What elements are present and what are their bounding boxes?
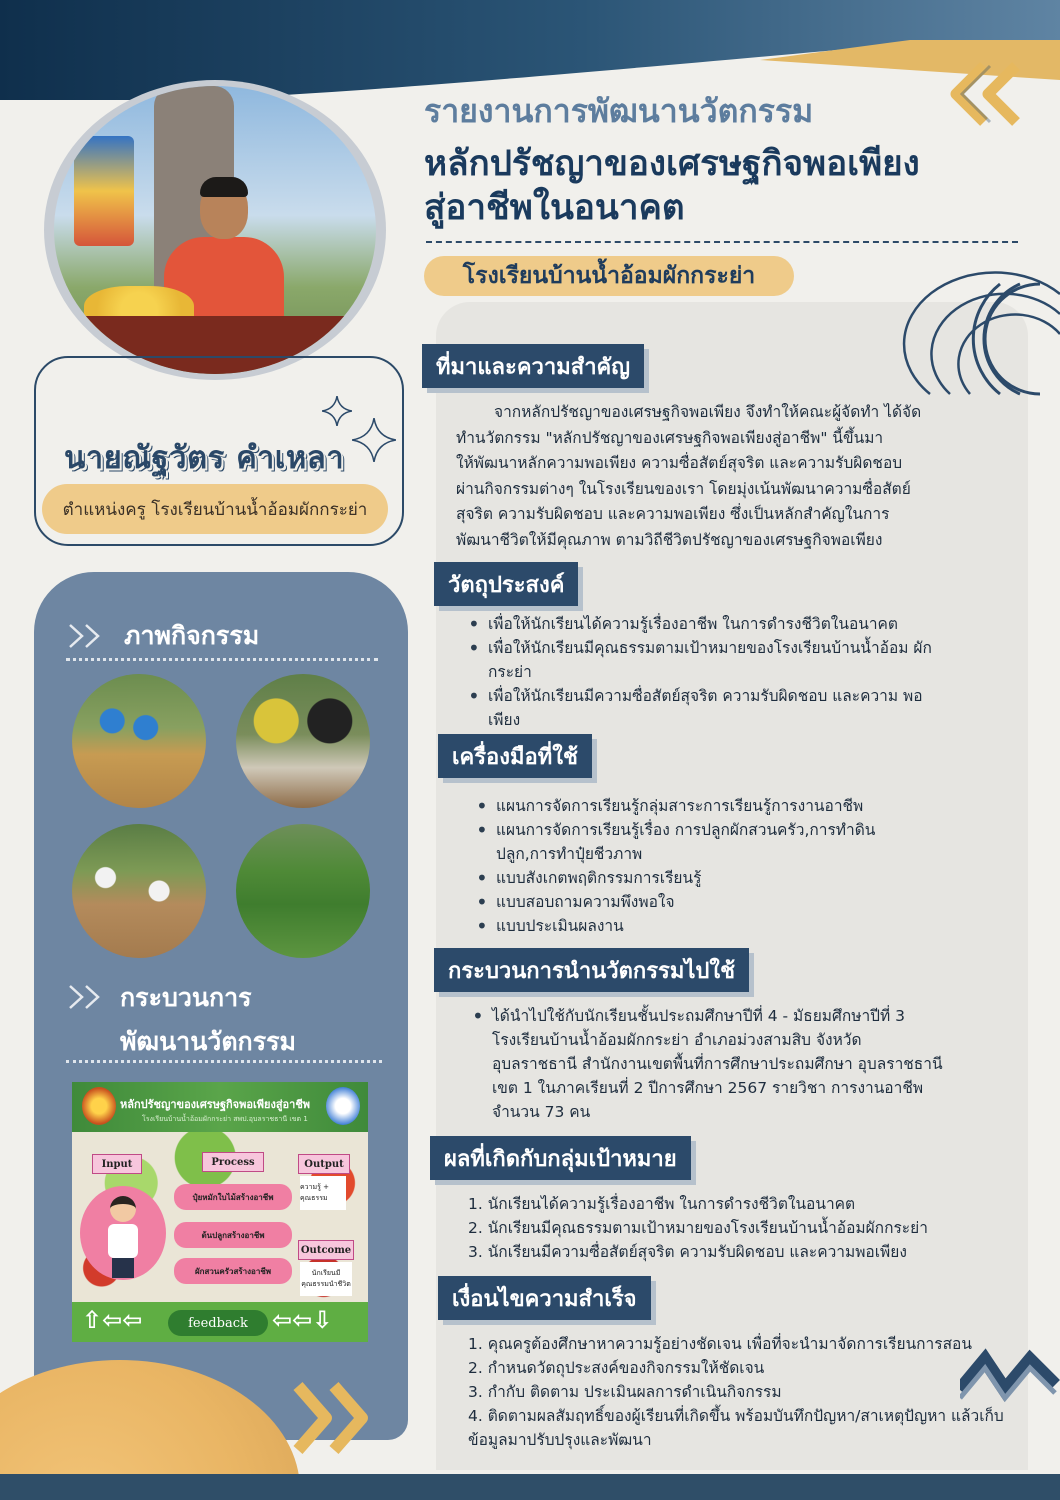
process-heading-line1: กระบวนการ: [120, 983, 252, 1012]
list-item: 2. กำหนดวัตถุประสงค์ของกิจกรรมให้ชัดเจน: [468, 1359, 765, 1377]
sparkle-small-icon: [322, 396, 352, 426]
section-header-results: ผลที่เกิดกับกลุ่มเป้าหมาย: [430, 1136, 691, 1180]
activity-photo-4: [236, 824, 370, 958]
arrow-up-icon: ⇧⇦⇦: [82, 1306, 143, 1334]
implementation-list: [470, 1004, 946, 1124]
list-item: • เพื่อให้นักเรียนมีความซื่อสัตย์สุจริต ความรับผิดชอบ และความ พอเพียง: [466, 684, 946, 732]
diagram-process-label: Process: [202, 1152, 264, 1172]
page-title-line3: สู่อาชีพในอนาคต: [424, 188, 685, 228]
section-header-implementation: กระบวนการนำนวัตกรรมไปใช้: [434, 948, 749, 992]
title-divider: [426, 241, 1018, 243]
background-line: ผ่านกิจกรรมต่างๆ ในโรงเรียนของเรา โดยมุ่งเน้นพัฒนาความซื่อสัตย์: [456, 479, 911, 498]
list-item: 3. กำกับ ติดตาม ประเมินผลการดำเนินกิจกรรม: [468, 1383, 782, 1401]
process-divider: [66, 1060, 382, 1063]
teacher-position: ตำแหน่งครู โรงเรียนบ้านน้ำอ้อมผักกระย่า: [42, 484, 388, 534]
diagram-subtitle: โรงเรียนบ้านน้ำอ้อมผักกระย่า สพป.อุบลราชธานี เขต 1: [142, 1115, 308, 1123]
chevron-right-icon: [290, 1378, 380, 1458]
list-item: • เพื่อให้นักเรียนได้ความรู้เรื่องอาชีพ ในการดำรงชีวิตในอนาคต: [466, 612, 946, 636]
page-title-line1: รายงานการพัฒนานวัตกรรม: [424, 92, 814, 130]
diagram-input-label: Input: [92, 1154, 142, 1174]
diagram-title: หลักปรัชญาของเศรษฐกิจพอเพียงสู่อาชีพ: [120, 1098, 311, 1111]
double-chevron-icon: [66, 982, 110, 1016]
activities-heading: ภาพกิจกรรม: [124, 621, 260, 650]
diagram-outcome-text: นักเรียนมีคุณธรรมนำชีวิต: [300, 1262, 352, 1296]
teacher-name: นายณัฐวัตร คำเหลา: [64, 440, 345, 476]
diagram-output-label: Output: [298, 1154, 350, 1174]
activities-header: [66, 616, 259, 656]
process-header: [66, 978, 296, 1062]
diagram-feedback-label: feedback: [168, 1310, 268, 1336]
diagram-process-item-3: ผักสวนครัวสร้างอาชีพ: [174, 1258, 292, 1284]
background-line: ทำนวัตกรรม "หลักปรัชญาของเศรษฐกิจพอเพียงสู่อาชีพ" นี้ขึ้นมา: [456, 428, 884, 447]
arrow-down-icon: ⇦⇦⇩: [272, 1306, 333, 1334]
background-line: ให้พัฒนาหลักความพอเพียง ความซื่อสัตย์สุจริต และความรับผิดชอบ: [456, 454, 903, 472]
list-item: • แผนการจัดการเรียนรู้เรื่อง การปลูกผักสวนครัว,การทำดิน ปลูก,การทำปุ๋ยชีวภาพ: [474, 818, 920, 866]
process-heading-line2: พัฒนานวัตกรรม: [120, 1027, 297, 1056]
list-item: • เพื่อให้นักเรียนมีคุณธรรมตามเป้าหมายของโรงเรียนบ้านน้ำอ้อม ผักกระย่า: [466, 636, 946, 684]
arc-decoration-icon: [900, 264, 1060, 404]
activity-photo-3: [72, 824, 206, 958]
section-header-background: ที่มาและความสำคัญ: [422, 344, 644, 388]
background-line: จากหลักปรัชญาของเศรษฐกิจพอเพียง จึงทำให้คณะผู้จัดทำ ได้จัด: [494, 403, 922, 421]
list-item: 4. ติดตามผลสัมฤทธิ์ของผู้เรียนที่เกิดขึ้น พร้อมบันทึกปัญหา/สาเหตุปัญหา แล้วเก็บข้อมูลมาปรับปรุงและพัฒนา: [468, 1407, 1004, 1449]
diagram-process-item-1: ปุ๋ยหมักใบไม้สร้างอาชีพ: [174, 1184, 292, 1210]
list-item: • ได้นำไปใช้กับนักเรียนชั้นประถมศึกษาปีที่ 4 - มัธยมศึกษาปีที่ 3 โรงเรียนบ้านน้ำอ้อมผักกระย่า อำเภอม่วงสามสิบ จังหวัด อุบลราชธานี สำนักงานเขตพื้นที่การศึกษาประถมศึกษา อุบลราชธานีเขต 1 ในภาคเรียนที่ 2 ปีการศึกษา 2567 รายวิชา การงานอาชีพ จำนวน 73 คน: [470, 1004, 946, 1124]
objectives-list: [466, 612, 946, 732]
list-item: 3. นักเรียนมีความซื่อสัตย์สุจริต ความรับผิดชอบ และความพอเพียง: [468, 1243, 907, 1261]
sparkle-large-icon: [352, 418, 396, 462]
background-paragraph: [456, 400, 996, 553]
agency-logo-icon: [326, 1087, 360, 1125]
innovation-diagram: [72, 1082, 368, 1342]
profile-photo: [54, 86, 376, 374]
section-header-success: เงื่อนไขความสำเร็จ: [438, 1276, 651, 1320]
double-chevron-icon: [66, 621, 110, 651]
section-header-tools: เครื่องมือที่ใช้: [438, 734, 592, 778]
school-badge: โรงเรียนบ้านน้ำอ้อมผักกระย่า: [424, 256, 794, 296]
diagram-output-text: ความรู้ + คุณธรรม: [300, 1176, 346, 1210]
diagram-teacher-circle: [80, 1186, 166, 1280]
section-header-objectives: วัตถุประสงค์: [434, 562, 578, 606]
list-item: 2. นักเรียนมีคุณธรรมตามเป้าหมายของโรงเรียนบ้านน้ำอ้อมผักกระย่า: [468, 1219, 928, 1237]
chevron-left-icon: [950, 60, 1030, 130]
bottom-band: [0, 1474, 1060, 1500]
tools-list: [474, 794, 920, 938]
list-item: 1. นักเรียนได้ความรู้เรื่องอาชีพ ในการดำรงชีวิตในอนาคต: [468, 1195, 856, 1213]
success-list: [468, 1332, 1016, 1452]
diagram-outcome-label: Outcome: [298, 1240, 354, 1260]
school-logo-icon: [82, 1087, 116, 1125]
background-line: พัฒนาชีวิตให้มีคุณภาพ ตามวิถีชีวิตปรัชญาของเศรษฐกิจพอเพียง: [456, 530, 883, 549]
activities-divider: [66, 658, 378, 661]
list-item: • แบบสังเกตพฤติกรรมการเรียนรู้: [474, 866, 920, 890]
activity-photo-1: [72, 674, 206, 808]
list-item: • แบบสอบถามความพึงพอใจ: [474, 890, 920, 914]
list-item: • แบบประเมินผลงาน: [474, 914, 920, 938]
page-title-line2: หลักปรัชญาของเศรษฐกิจพอเพียง: [424, 144, 920, 184]
list-item: 1. คุณครูต้องศึกษาหาความรู้อย่างชัดเจน เพื่อที่จะนำมาจัดการเรียนการสอน: [468, 1335, 972, 1353]
list-item: • แผนการจัดการเรียนรู้กลุ่มสาระการเรียนรู้การงานอาชีพ: [474, 794, 920, 818]
diagram-process-item-2: ต้นปลูกสร้างอาชีพ: [174, 1222, 292, 1248]
background-line: สุจริต ความรับผิดชอบ และความพอเพียง ซึ่งเป็นหลักสำคัญในการ: [456, 505, 890, 523]
activity-photo-2: [236, 674, 370, 808]
results-list: [468, 1192, 988, 1264]
